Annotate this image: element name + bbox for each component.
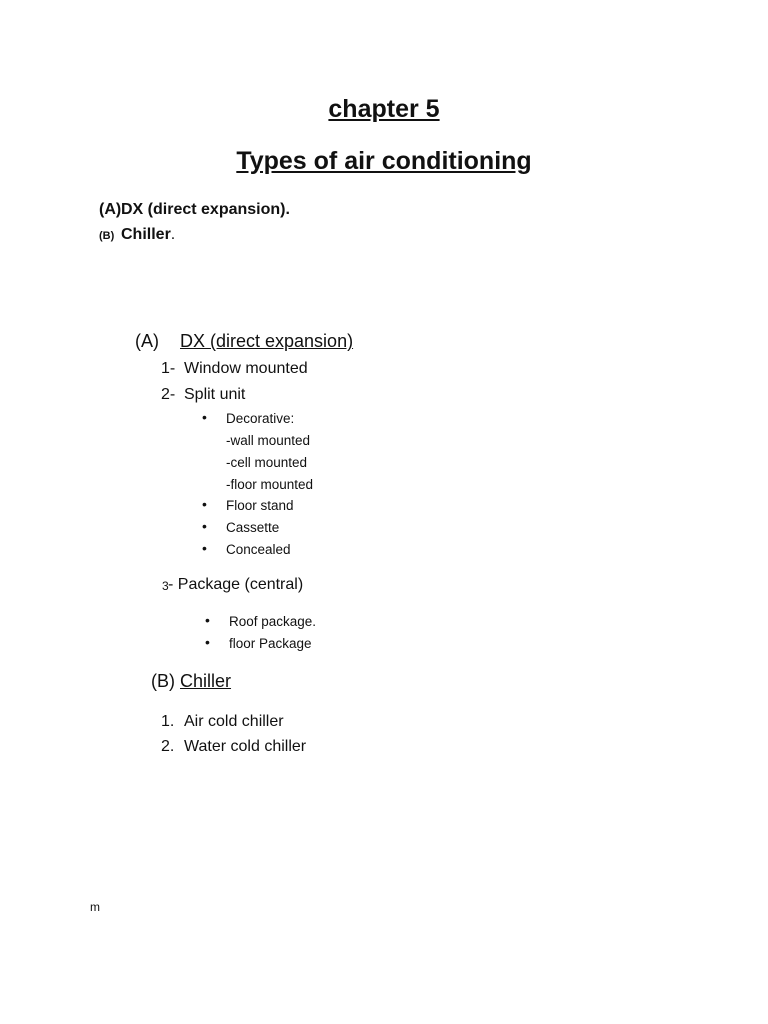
section-a-title: DX (direct expansion) (180, 331, 354, 351)
bullet-icon: • (202, 540, 207, 556)
chapter-heading: chapter 5 (328, 95, 440, 123)
list-item: Floor stand (226, 498, 294, 513)
overview-suffix: . (170, 226, 176, 243)
list-number: 1. (161, 713, 175, 730)
overview-label: (A) (99, 201, 122, 218)
list-item: Concealed (226, 542, 291, 557)
list-item: -wall mounted (226, 433, 311, 448)
list-item-package: - Package (central) (168, 576, 304, 593)
list-item: Window mounted (184, 360, 308, 377)
overview-item-chiller (99, 226, 175, 244)
bullet-icon: • (202, 518, 207, 534)
list-number: 1- (161, 360, 176, 377)
list-item: Split unit (184, 386, 246, 403)
list-item: Decorative: (226, 411, 295, 426)
list-number: 2. (161, 738, 175, 755)
bullet-icon: • (205, 634, 210, 650)
list-item: Roof package. (229, 614, 317, 629)
footer-mark: m (90, 900, 100, 914)
list-number: 2- (161, 386, 176, 403)
section-b-heading (151, 671, 231, 692)
bullet-icon: • (202, 409, 207, 425)
list-item: -cell mounted (226, 455, 308, 470)
bullet-icon: • (205, 612, 210, 628)
list-item: -floor mounted (226, 477, 314, 492)
list-number: 3 (162, 579, 169, 593)
section-b-label: (B) (151, 671, 175, 691)
overview-label: (B) (99, 230, 115, 242)
list-item: Water cold chiller (184, 738, 307, 755)
overview-text: Chiller (121, 226, 171, 243)
bullet-icon: • (202, 496, 207, 512)
overview-text: DX (direct expansion). (121, 201, 290, 218)
section-b-title: Chiller (180, 671, 232, 691)
page-title: Types of air conditioning (236, 147, 532, 175)
list-item: Air cold chiller (184, 713, 284, 730)
list-item: Cassette (226, 520, 280, 535)
list-item: floor Package (229, 636, 312, 651)
overview-item-dx (99, 201, 290, 219)
section-a-label: (A) (135, 331, 159, 351)
